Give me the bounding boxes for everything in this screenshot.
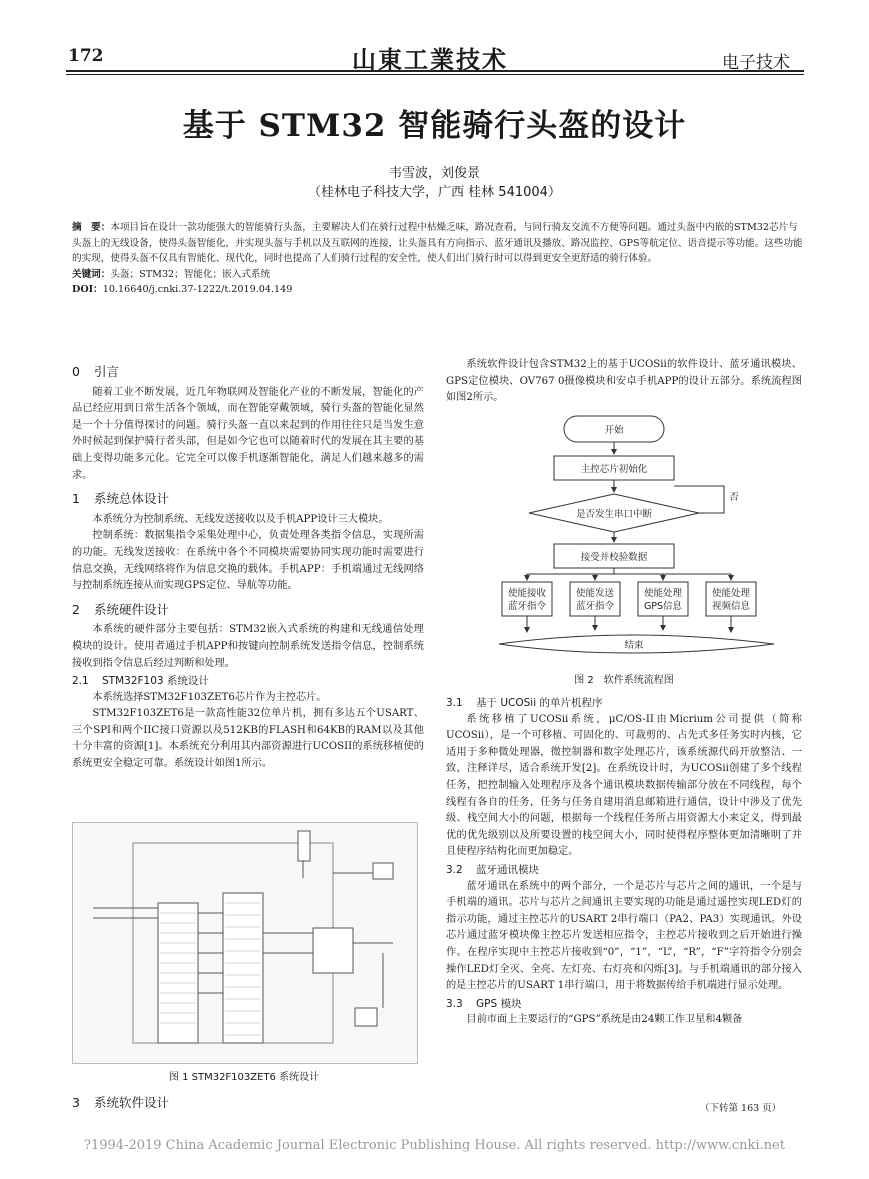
subsection-heading: 3.2 蓝牙通讯模块 [446, 863, 539, 876]
authors: 韦雪波，刘俊景 [388, 166, 480, 181]
paragraph: 本系统的硬件部分主要包括：STM32嵌入式系统的构建和无线通信处理模块的设计。使用者通过手机APP和按键向控制系统发送指令信息，控制系统接收到指令信息后经过判断和处理。 [72, 624, 424, 669]
abstract-label: 摘 要： [72, 222, 111, 233]
page-number: 172 [68, 46, 104, 66]
affiliation: （桂林电子科技大学，广西 桂林 541004） [308, 185, 561, 200]
flow-start-label: 开始 [604, 425, 624, 436]
header-rule [66, 70, 804, 72]
schematic-drawing [73, 823, 417, 1063]
doi: 10.16640/j.cnki.37-1222/t.2019.04.149 [102, 284, 293, 295]
flow-box-1-line2: 蓝牙指令 [507, 601, 547, 612]
right-column-top [446, 357, 802, 407]
abstract-text: 本项目旨在设计一款功能强大的智能骑行头盔，主要解决人们在骑行过程中枯燥乏味，路况查看，与同行骑友交流不方便等问题。通过头盔中内嵌的STM32芯片与头盔上的无线设备，使得头盔智能化，并实现头盔与手机以及互联网的连接，让头盔具有方向指示、蓝牙通讯及播放、路况监控、GPS等航定位、语音提示等功能。这些功能的实现，使得头盔不仅具有智能化、现代化，同时也提高了人们骑行过程的安全性，使人们出门骑行时可以得到更安全更舒适的骑行体验。 [72, 222, 803, 264]
paragraph: 控制系统：数据集指令采集处理中心，负责处理各类指令信息，实现所需的功能。无线发送接收：在系统中各个不同模块需要协同实现功能时需要进行信息交换，无线网络将作为信息交换的载体。手机APP：手机端通过无线网络与控制系统连接从而实现GPS定位、导航等功能。 [72, 530, 424, 592]
paragraph: 目前市面上主要运行的“GPS”系统是由24颗工作卫星和4颗备 [466, 1014, 743, 1026]
figure-1-caption: 图 1 STM32F103ZET6 系统设计 [168, 1072, 320, 1083]
paper-title: 基于 STM32 智能骑行头盔的设计 [182, 108, 687, 144]
flowchart-drawing [484, 414, 784, 659]
section-heading: 2 系统硬件设计 [72, 601, 170, 617]
figure-2-caption: 图 2 软件系统流程图 [574, 675, 674, 686]
continued-note: （下转第 163 页） [700, 1103, 782, 1114]
flow-decision-label: 是否发生串口中断 [575, 509, 653, 520]
doi-label: DOI： [72, 284, 103, 295]
flow-box-2-line2: 蓝牙指令 [575, 601, 615, 612]
abstract-block [72, 220, 804, 298]
flow-box-2-line1: 使能发送 [575, 588, 615, 599]
flow-no-label: 否 [729, 492, 739, 503]
section-heading: 0 引言 [72, 364, 120, 379]
paragraph: 蓝牙通讯在系统中的两个部分，一个是芯片与芯片之间的通讯，一个是与手机端的通讯。芯片与芯片之间通讯主要实现的功能是通过遥控实现LED灯的指示功能，通过主控芯片的USART 2串行端口（PA2、PA3）实现通讯。外设芯片通过蓝牙模块像主控芯片发送相应指令，主控芯片接收到之后开始进行操作。在程序实现中主控芯片接收到“0”，“1”，“L”，“R”，“F”字符指令分别会操作LED灯全灭、全亮、左灯亮、右灯亮和闪烁[3]。与手机端通讯的部分接入的是主控芯片的USART 1串行端口，用于将数据传给手机端进行显示处理。 [446, 880, 802, 992]
flow-receive-label: 接受并校验数据 [580, 552, 648, 563]
header-rule-thin [66, 74, 804, 75]
keywords-label: 关键词： [72, 268, 111, 280]
right-column-bottom [446, 694, 802, 1029]
footer-copyright: ?1994-2019 China Academic Journal Electronic Publishing House. All rights reserved. http://www.cnki.net [84, 1138, 785, 1153]
section-heading: 1 系统总体设计 [72, 491, 170, 507]
paragraph: 本系统选择STM32F103ZET6芯片作为主控芯片。 [92, 691, 327, 703]
flow-box-3-line2: GPS信息 [643, 601, 683, 612]
flow-end-label: 结束 [624, 640, 644, 651]
left-column-bottom [72, 1088, 424, 1116]
flow-init-label: 主控芯片初始化 [580, 464, 648, 475]
journal-name: 山東工業技术 [352, 45, 508, 74]
paragraph: 本系统分为控制系统、无线发送接收以及手机APP设计三大模块。 [92, 513, 389, 525]
flow-box-1-line1: 使能接收 [507, 588, 547, 599]
subsection-heading: 3.3 GPS 模块 [446, 997, 522, 1010]
paragraph: 系统软件设计包含STM32上的基于UCOSii的软件设计、蓝牙通讯模块、GPS定位模块、OV767 0摄像模块和安卓手机APP的设计五部分。系统流程图如图2所示。 [446, 359, 802, 404]
figure-1-schematic [72, 822, 418, 1064]
paragraph: STM32F103ZET6是一款高性能32位单片机，拥有多达五个USART、三个SPI和两个IIC接口资源以及512KB的FLASH和64KB的RAM以及其他十分丰富的资源[1]。本系统充分利用其内部资源进行UCOSII的系统移植使的系统更安全稳定可靠。系统设计如图1所示。 [72, 708, 424, 770]
paragraph: 系统移植了UCOSii系统，μC/OS-II由Micrium公司提供（简称UCOSii），是一个可移植、可固化的、可裁剪的、占先式多任务实时内核，它适用于多种微处理器，微控制器和数字处理芯片，该系统源代码开放整洁、一致，注释详尽，适合系统开发[2]。在系统设计时，为UCOSii创建了多个线程任务，把控制输入处理程序及各个通讯模块数据传输部分放在不同线程，每个线程有各自的任务，任务与任务自建用消息邮箱进行通信，设计中涉及了优先级、栈空间大小的问题，根据每一个线程任务所占用资源大小来定义，得到最优的优先级别以及所要设置的栈空间大小，同时使得程序整体更加清晰明了并且使程序结构化而更加稳定。 [446, 713, 802, 858]
flow-box-4-line1: 使能处理 [711, 588, 751, 599]
keywords: 头盔；STM32；智能化；嵌入式系统 [110, 268, 271, 280]
flow-box-4-line2: 视频信息 [711, 601, 751, 612]
figure-2-flowchart [484, 414, 784, 659]
section-tag: 电子技术 [722, 53, 790, 73]
left-column [72, 357, 424, 773]
subsection-heading: 2.1 STM32F103 系统设计 [72, 675, 209, 688]
flow-box-3-line1: 使能处理 [643, 588, 683, 599]
paragraph: 随着工业不断发展，近几年物联网及智能化产业的不断发展，智能化的产品已经应用到日常生活各个领域，而在智能穿戴领域，骑行头盔的智能化显然是一个十分值得探讨的问题。骑行头盔一直以来起到的作用往往只是当发生意外时候起到保护骑行者头部，但是如今它也可以随着时代的发展在其主要的基础上变得功能多元化。它完全可以像手机逐渐智能化，满足人们越来越多的需求。 [72, 386, 424, 481]
section-heading: 3 系统软件设计 [72, 1095, 170, 1110]
subsection-heading: 3.1 基于 UCOSii 的单片机程序 [446, 697, 603, 709]
